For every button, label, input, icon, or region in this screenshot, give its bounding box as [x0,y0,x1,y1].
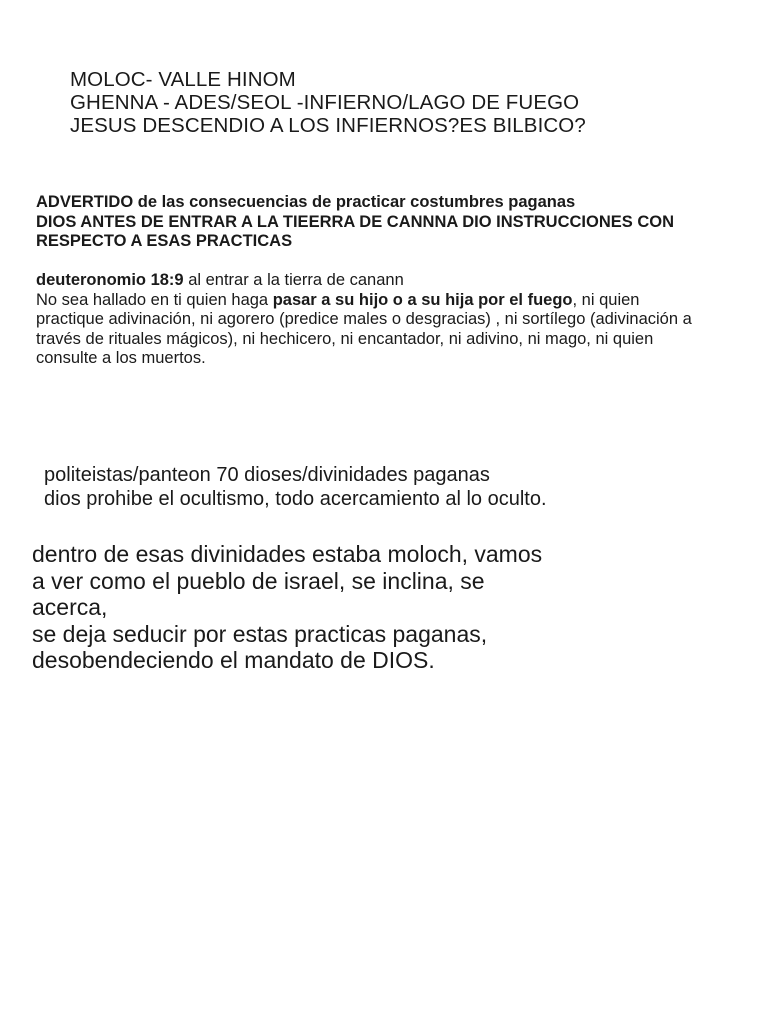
closing-section [32,541,732,674]
verse-paragraph [36,291,696,369]
verse-bold: pasar a su hijo o a su hija por el fuego [272,290,573,309]
heading-block [70,68,586,137]
reference-rest: al entrar a la tierra de canann [183,271,404,289]
reference-bold: deuteronomio 18:9 [36,271,184,289]
warning-section [36,193,696,369]
heading-line-3: JESUS DESCENDIO A LOS INFIERNOS?ES BILBICO? [70,114,586,137]
middle-section [44,463,547,511]
middle-line-1: politeistas/panteon 70 dioses/divinidades paganas [44,464,490,486]
reference-line [36,271,696,291]
closing-line-5: desobendeciendo el mandato de DIOS. [32,647,435,673]
closing-line-4: se deja seducir por estas practicas paganas, [32,620,488,647]
spacer [36,252,696,272]
verse-rest: , ni quien practique adivinación, ni agorero (predice males o desgracias) , ni sortílego (adivinación a través de rituales mágicos), ni hechicero, ni encantador, ni adivino, ni mago, ni quien consulte a los muertos. [36,290,692,367]
closing-line-1: dentro de esas divinidades estaba moloch, vamos [32,541,543,567]
middle-line-2: dios prohibe el ocultismo, todo acercamiento al lo oculto. [44,488,547,510]
closing-line-2: a ver como el pueblo de israel, se inclina, se [32,567,485,594]
warning-title-line-1: ADVERTIDO de las consecuencias de practicar costumbres paganas [36,193,576,211]
warning-title-line-2: DIOS ANTES DE ENTRAR A LA TIEERRA DE CANNNA DIO INSTRUCCIONES CON RESPECTO A ESAS PRACTICAS [36,212,675,250]
verse-start: No sea hallado en ti quien haga [36,290,273,309]
closing-line-3: acerca, [32,594,108,620]
heading-line-2: GHENNA - ADES/SEOL -INFIERNO/LAGO DE FUEGO [70,91,580,114]
heading-line-1: MOLOC- VALLE HINOM [70,68,296,91]
